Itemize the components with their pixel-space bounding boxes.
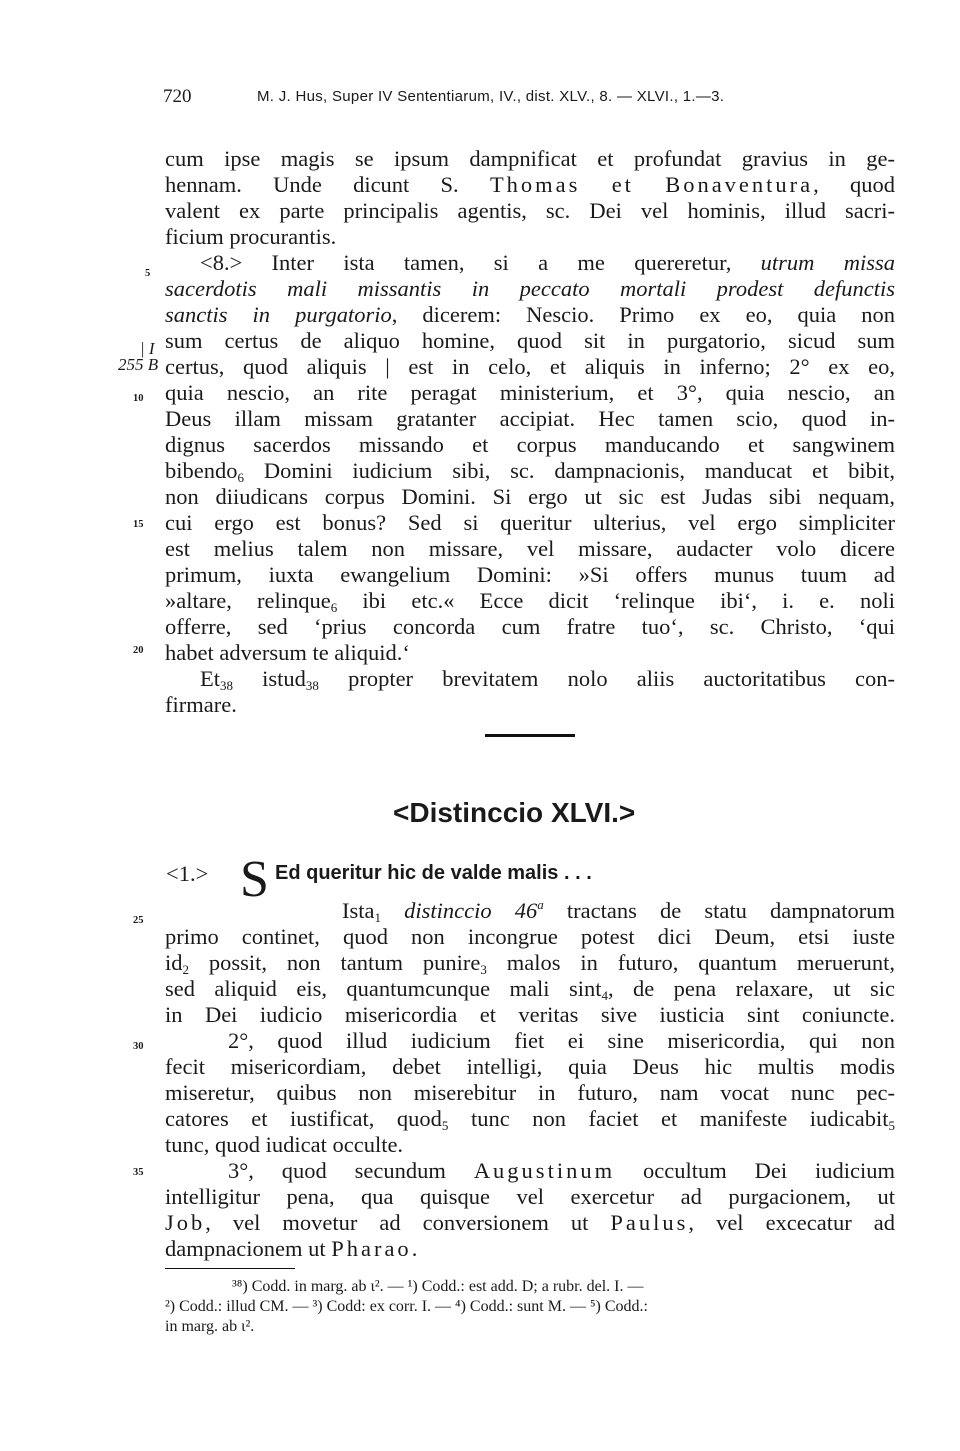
text-line: primum, iuxta ewangelium Domini: »Si offers munus tuum ad [165,562,895,587]
text-line: cui ergo est bonus? Sed si queritur ulterius, vel ergo simpliciter [165,510,895,535]
text-line: catores et iustificat, quod$_5$ tunc non faciet et manifeste iudicabit$_5$ [165,1106,895,1133]
text-line: hennam. Unde dicunt S. Thomas et Bonaventura, quod [165,172,896,197]
text-line: sanctis in purgatorio, dicerem: Nescio. Primo ex eo, quia non [165,302,895,327]
line-number-5: 5 [145,268,151,279]
text-line: dampnacionem ut Pharao. [165,1236,418,1261]
text-line: quia nescio, an rite peragat ministerium, et 3°, quia nescio, an [165,380,895,405]
text-line: bibendo$_6$ Domini iudicium sibi, sc. dampnacionis, manducat et bibit, [165,458,895,485]
text-line: valent ex parte principalis agentis, sc. Dei vel hominis, illud sacri- [165,198,895,223]
text-line: 2°, quod illud iudicium fiet ei sine misericordia, qui non [228,1028,895,1053]
footnote-rule [165,1268,295,1269]
text-line: certus, quod aliquis | est in celo, et aliquis in inferno; 2° ex eo, [165,354,895,379]
text-line: cum ipse magis se ipsum dampnificat et profundat gravius in ge- [165,146,895,171]
text-line: offerre, sed ‘prius concorda cum fratre tuo‘, sc. Christo, ‘qui [165,614,895,639]
line-number-10: 10 [133,393,144,404]
text-line: in Dei iudicio misericordia et veritas sive iusticia sint coniuncte. [165,1002,895,1027]
text-line: intelligitur pena, qua quisque vel exercetur ad purgacionem, ut [165,1184,895,1209]
name-augustinum: Augustinum [473,1158,616,1183]
name-pharao: Pharao [331,1236,412,1261]
text-line: 3°, quod secundum Augustinum occultum Dei iudicium [228,1158,895,1183]
footnote-line: in marg. ab ι². [165,1318,255,1335]
text-line: habet adversum te aliquid.‘ [165,640,410,665]
section-divider [485,734,575,737]
text-line: $id_2$ possit, non tantum punire$_3$ malos in futuro, quantum meruerunt, [165,950,895,977]
text-line: non diiudicans corpus Domini. Si ergo ut sic est Judas sibi nequam, [165,484,895,509]
text-line: miseretur, quibus non miserebitur in futuro, nam vocat nunc pec- [165,1080,895,1105]
running-title: M. J. Hus, Super IV Sententiarum, IV., dist. XLV., 8. — XLVI., 1.—3. [257,88,725,105]
name-thomas: Thomas [489,172,581,197]
text-line: sed aliquid eis, quantumcunque mali sint$_4$, de pena relaxare, ut sic [165,976,895,1003]
text-line: »altare, relinque$_6$ ibi etc.« Ecce dicit ‘relinque ibi‘, i. e. noli [165,588,895,615]
text-line: ficium procurantis. [165,224,337,249]
footnote-line: ³⁸) Codd. in marg. ab ι². — ¹) Codd.: est add. D; a rubr. del. I. — [232,1278,644,1295]
section-number: <1.> [166,861,209,886]
text-line: tunc, quod iudicat occulte. [165,1132,404,1157]
text-line: est melius talem non missare, vel missare, audacter volo dicere [165,536,895,561]
line-number-25: 25 [133,915,144,926]
page-number: 720 [163,86,192,107]
text-line: sum certus de aliquo homine, quod sit in purgatorio, sicud sum [165,328,895,353]
text-line: $Et_{38}$ istud$_{38}$ propter brevitatem nolo aliis auctoritatibus con- [200,666,895,693]
name-job: Job [165,1210,206,1235]
text-line: Job, vel movetur ad conversionem ut Paulus, vel excecatur ad [165,1210,895,1235]
line-number-20: 20 [133,645,144,656]
distinction-title: <Distinccio XLVI.> [393,797,636,828]
text-line: dignus sacerdos missando et corpus manducando et sangwinem [165,432,895,457]
line-number-35: 35 [133,1167,144,1178]
margin-ref-I: | I [140,339,155,358]
text-line: Deus illam missam gratanter accipiat. Hec tamen scio, quod in- [165,406,895,431]
line-number-30: 30 [133,1041,144,1052]
text-line: primo continet, quod non incongrue potest dici Deum, etsi iuste [165,924,895,949]
drop-initial: S [240,851,269,908]
margin-ref-255B: 255 B [118,355,159,374]
text-line: Ista$_1$ distinccio 46$^a$ tractans de statu dampnatorum [342,897,895,925]
text-line: sacerdotis mali missantis in peccato mortali prodest defunctis [165,276,895,301]
text-line: <8.> Inter ista tamen, si a me quereretur, utrum missa [200,250,895,275]
text-line: fecit misericordiam, debet intelligi, quia Deus hic multis modis [165,1054,895,1079]
incipit: Ed queritur hic de valde malis . . . [275,862,592,884]
name-paulus: Paulus [610,1210,689,1235]
line-number-15: 15 [133,519,144,530]
name-bonaventura: Bonaventura [665,172,814,197]
footnote-line: ²) Codd.: illud CM. — ³) Codd: ex corr. I. — ⁴) Codd.: sunt M. — ⁵) Codd.: [165,1298,648,1315]
text-line: firmare. [165,692,237,717]
